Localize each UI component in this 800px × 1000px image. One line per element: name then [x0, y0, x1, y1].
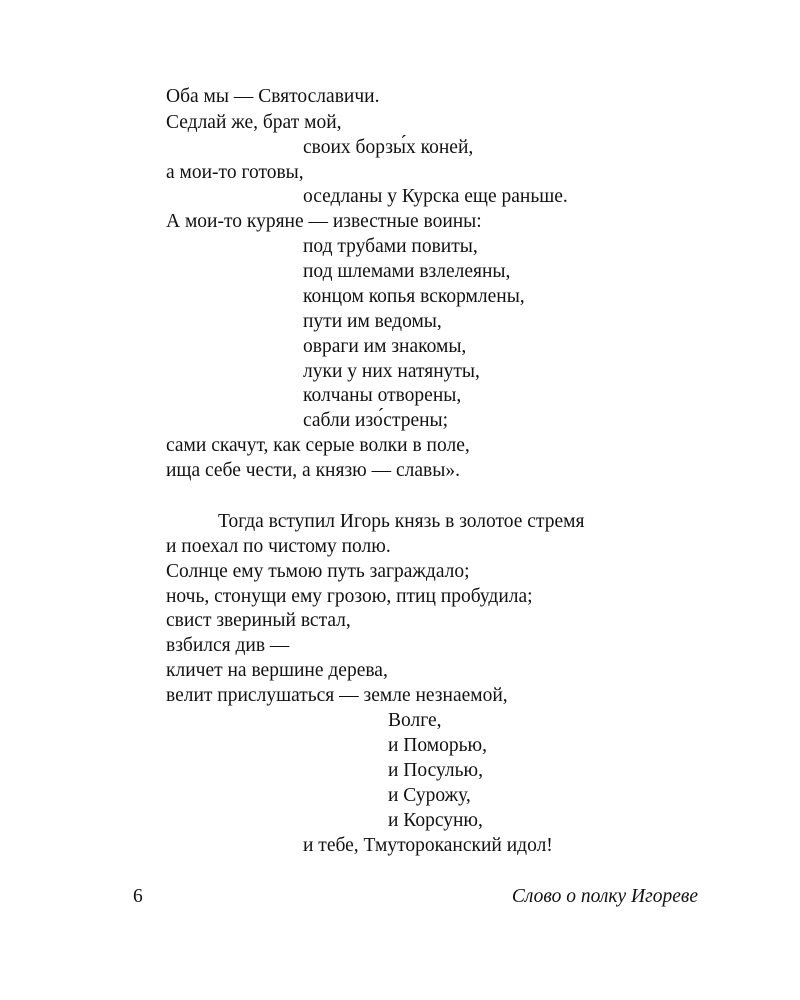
poem-line: концом копья вскормлены, [303, 286, 525, 307]
poem-line: луки у них натянуты, [303, 361, 480, 382]
poem-line: ища себе чести, а князю — славы». [166, 460, 460, 481]
poem-line: под шлемами взлелеяны, [303, 261, 511, 282]
poem-line: а мои-то готовы, [166, 162, 304, 183]
poem-line: ночь, стонущи ему грозою, птиц пробудила; [166, 586, 533, 607]
poem-line: и Поморью, [388, 735, 487, 756]
poem-line: под трубами повиты, [303, 236, 478, 257]
poem-line: Волге, [388, 710, 442, 731]
poem-line: колчаны отворены, [303, 385, 462, 406]
poem-line: Солнце ему тьмою путь заграждало; [166, 561, 470, 582]
poem-line: Седлай же, брат мой, [166, 112, 342, 133]
poem-line: и Сурожу, [388, 785, 471, 806]
poem-line: кличет на вершине дерева, [166, 660, 388, 681]
poem-line: своих борзы́х коней, [303, 137, 474, 158]
poem-line: пути им ведомы, [303, 311, 442, 332]
poem-line: А мои-то куряне — известные воины: [166, 211, 482, 232]
poem-line: сабли изо́стрены; [303, 410, 449, 431]
poem-line: свист звериный встал, [166, 610, 351, 631]
poem-line: сами скачут, как серые волки в поле, [166, 435, 470, 456]
poem-line: велит прислушаться — земле незнаемой, [166, 685, 508, 706]
poem-line: и Посулью, [388, 760, 483, 781]
poem-line: Оба мы — Святославичи. [166, 86, 380, 107]
poem-line: и поехал по чистому полю. [166, 536, 391, 557]
poem-line: и Корсуню, [388, 810, 483, 831]
poem-line: взбился див — [166, 635, 290, 656]
poem-line: Тогда вступил Игорь князь в золотое стремя [218, 511, 585, 532]
running-title: Слово о полку Игореве [511, 886, 698, 907]
poem-line: овраги им знакомы, [303, 336, 467, 357]
poem-line: и тебе, Тмутороканский идол! [303, 835, 553, 856]
page-number: 6 [133, 886, 143, 907]
poem-line: оседланы у Курска еще раньше. [303, 186, 568, 207]
